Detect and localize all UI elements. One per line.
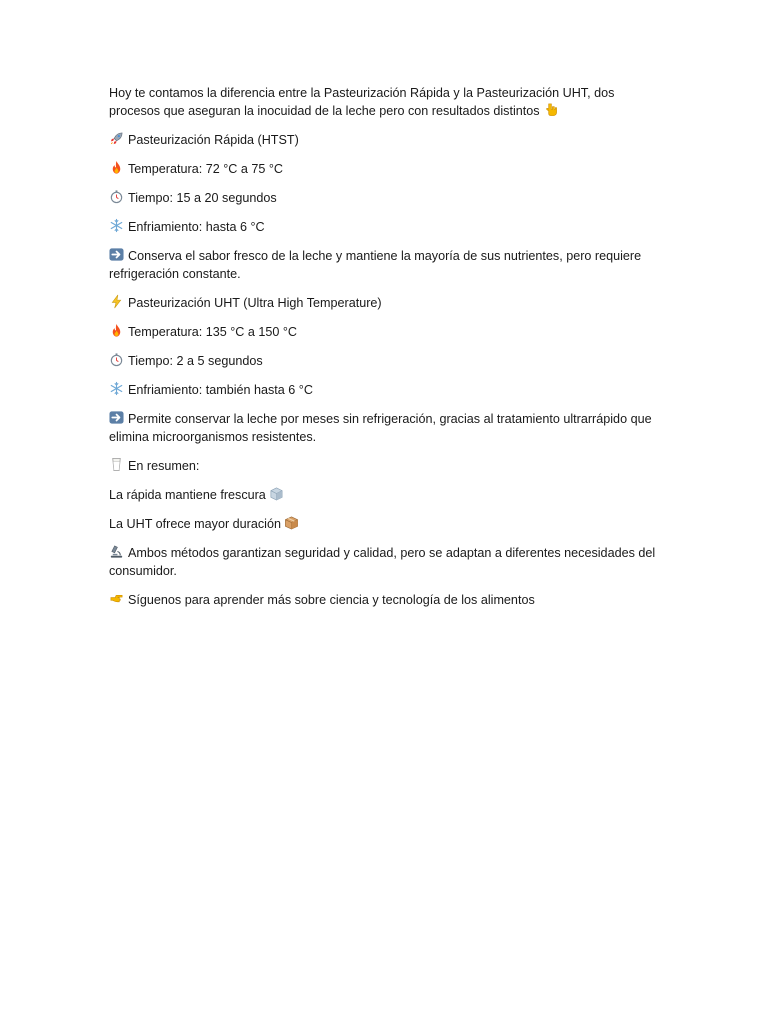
microscope-icon: [109, 544, 124, 559]
follow-paragraph: Síguenos para aprender más sobre ciencia y tecnología de los alimentos: [109, 591, 661, 609]
rocket-icon: [109, 131, 124, 146]
uht-heading: Pasteurización UHT (Ultra High Temperature): [109, 294, 661, 312]
uht-cooling: Enfriamiento: también hasta 6 °C: [109, 381, 661, 399]
htst-cooling: Enfriamiento: hasta 6 °C: [109, 218, 661, 236]
milk-glass-icon: [109, 457, 124, 472]
pointing-down-icon: [543, 102, 558, 117]
htst-heading: Pasteurización Rápida (HTST): [109, 131, 661, 149]
document-page: [109, 84, 661, 620]
conclusion-paragraph: Ambos métodos garantizan seguridad y calidad, pero se adaptan a diferentes necesidades del consumidor.: [109, 546, 656, 578]
right-arrow-icon: [109, 247, 124, 262]
uht-summary: Permite conservar la leche por meses sin refrigeración, gracias al tratamiento ultrarrápido que elimina microorganismos resistentes.: [109, 412, 652, 444]
summary-htst: La rápida mantiene frescura: [109, 486, 661, 504]
summary-heading: En resumen:: [109, 457, 661, 475]
uht-time: Tiempo: 2 a 5 segundos: [109, 352, 661, 370]
summary-uht: La UHT ofrece mayor duración: [109, 515, 661, 533]
ice-cube-icon: [269, 486, 284, 501]
intro-paragraph: Hoy te contamos la diferencia entre la Pasteurización Rápida y la Pasteurización UHT, dos procesos que aseguran la inocuidad de la leche pero con resultados distintos: [109, 86, 615, 118]
snowflake-icon: [109, 381, 124, 396]
right-arrow-icon: [109, 410, 124, 425]
uht-temperature: Temperatura: 135 °C a 150 °C: [109, 323, 661, 341]
snowflake-icon: [109, 218, 124, 233]
package-icon: [284, 515, 299, 530]
stopwatch-icon: [109, 189, 124, 204]
pointing-right-icon: [109, 591, 124, 606]
fire-icon: [109, 323, 124, 338]
stopwatch-icon: [109, 352, 124, 367]
htst-time: Tiempo: 15 a 20 segundos: [109, 189, 661, 207]
lightning-icon: [109, 294, 124, 309]
htst-temperature: Temperatura: 72 °C a 75 °C: [109, 160, 661, 178]
fire-icon: [109, 160, 124, 175]
htst-summary: Conserva el sabor fresco de la leche y mantiene la mayoría de sus nutrientes, pero requiere refrigeración constante.: [109, 249, 642, 281]
